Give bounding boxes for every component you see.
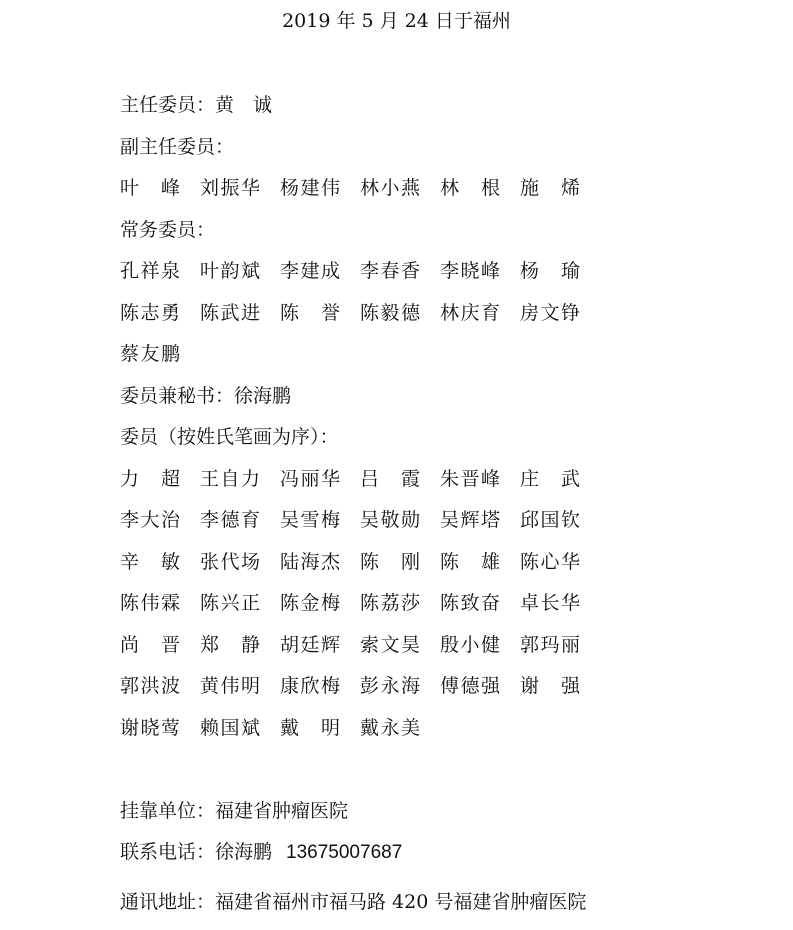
member-name: 林 根 (440, 175, 520, 217)
unit-label: 挂靠单位： (120, 800, 215, 822)
member-name: 邱国钦 (520, 507, 600, 549)
standing-row (120, 258, 740, 300)
address-line (120, 889, 740, 930)
chair-label: 主任委员： (120, 94, 215, 116)
vice-chair-row (120, 175, 740, 217)
members-row (120, 507, 740, 549)
member-name: 张代场 (200, 549, 280, 591)
committee-list (120, 92, 740, 930)
member-name: 吴辉塔 (440, 507, 520, 549)
member-name: 杨建伟 (280, 175, 360, 217)
member-name: 陈兴正 (200, 590, 280, 632)
secretary-label: 委员兼秘书： (120, 385, 234, 407)
member-name: 叶韵斌 (200, 258, 280, 300)
member-name: 李春香 (360, 258, 440, 300)
members-row (120, 673, 740, 715)
members-row (120, 632, 740, 674)
member-name: 尚 晋 (120, 632, 200, 674)
standing-row (120, 341, 740, 383)
chair-line (120, 92, 740, 134)
member-name: 杨 瑜 (520, 258, 600, 300)
member-name: 李晓峰 (440, 258, 520, 300)
member-name: 孔祥泉 (120, 258, 200, 300)
member-name: 谢晓莺 (120, 715, 200, 757)
member-name: 陈金梅 (280, 590, 360, 632)
member-name: 林庆育 (440, 300, 520, 342)
members-row (120, 715, 740, 757)
member-name: 陈 刚 (360, 549, 440, 591)
member-name: 朱晋峰 (440, 466, 520, 508)
vice-chair-label: 副主任委员： (120, 134, 740, 176)
member-name: 黄伟明 (200, 673, 280, 715)
secretary-name: 徐海鹏 (234, 385, 291, 407)
member-name: 陈心华 (520, 549, 600, 591)
member-name: 郭玛丽 (520, 632, 600, 674)
member-name: 卓长华 (520, 590, 600, 632)
member-name: 胡廷辉 (280, 632, 360, 674)
phone-number: 13675007687 (286, 842, 402, 863)
member-name: 李大治 (120, 507, 200, 549)
member-name: 傅德强 (440, 673, 520, 715)
member-name: 陈 雄 (440, 549, 520, 591)
chair-name: 黄 诚 (215, 94, 272, 116)
member-name: 吴雪梅 (280, 507, 360, 549)
members-label: 委员（按姓氏笔画为序）： (120, 424, 740, 466)
member-name: 赖国斌 (200, 715, 280, 757)
member-name: 叶 峰 (120, 175, 200, 217)
phone-contact: 徐海鹏 (215, 841, 272, 863)
date-line: 2019 年 5 月 24 日于福州 (0, 8, 793, 34)
member-name: 陈致奋 (440, 590, 520, 632)
member-name: 彭永海 (360, 673, 440, 715)
phone-line (120, 839, 740, 881)
member-name: 戴 明 (280, 715, 360, 757)
member-name: 刘振华 (200, 175, 280, 217)
member-name: 蔡友鹏 (120, 341, 200, 383)
standing-label: 常务委员： (120, 217, 740, 259)
member-name: 戴永美 (360, 715, 440, 757)
member-name: 陈志勇 (120, 300, 200, 342)
member-name: 庄 武 (520, 466, 600, 508)
unit-value: 福建省肿瘤医院 (215, 800, 348, 822)
member-name: 冯丽华 (280, 466, 360, 508)
member-name: 王自力 (200, 466, 280, 508)
member-name: 康欣梅 (280, 673, 360, 715)
members-row (120, 590, 740, 632)
member-name: 施 烯 (520, 175, 600, 217)
member-name: 陈 誉 (280, 300, 360, 342)
member-name: 郭洪波 (120, 673, 200, 715)
members-row (120, 466, 740, 508)
member-name: 吕 霞 (360, 466, 440, 508)
members-row (120, 549, 740, 591)
member-name: 陈伟霖 (120, 590, 200, 632)
member-name: 辛 敏 (120, 549, 200, 591)
standing-row (120, 300, 740, 342)
member-name: 李建成 (280, 258, 360, 300)
member-name: 殷小健 (440, 632, 520, 674)
member-name: 陈荔莎 (360, 590, 440, 632)
address-value: 福建省福州市福马路 420 号福建省肿瘤医院 (215, 891, 586, 913)
member-name: 吴敬勋 (360, 507, 440, 549)
member-name: 房文铮 (520, 300, 600, 342)
unit-line (120, 798, 740, 840)
member-name: 陆海杰 (280, 549, 360, 591)
member-name: 力 超 (120, 466, 200, 508)
member-name: 林小燕 (360, 175, 440, 217)
member-name: 郑 静 (200, 632, 280, 674)
member-name: 索文昊 (360, 632, 440, 674)
member-name: 陈武进 (200, 300, 280, 342)
address-label: 通讯地址： (120, 891, 215, 913)
phone-label: 联系电话： (120, 841, 215, 863)
secretary-line (120, 383, 740, 425)
member-name: 陈毅德 (360, 300, 440, 342)
spacer (120, 756, 740, 798)
member-name: 谢 强 (520, 673, 600, 715)
member-name: 李德育 (200, 507, 280, 549)
